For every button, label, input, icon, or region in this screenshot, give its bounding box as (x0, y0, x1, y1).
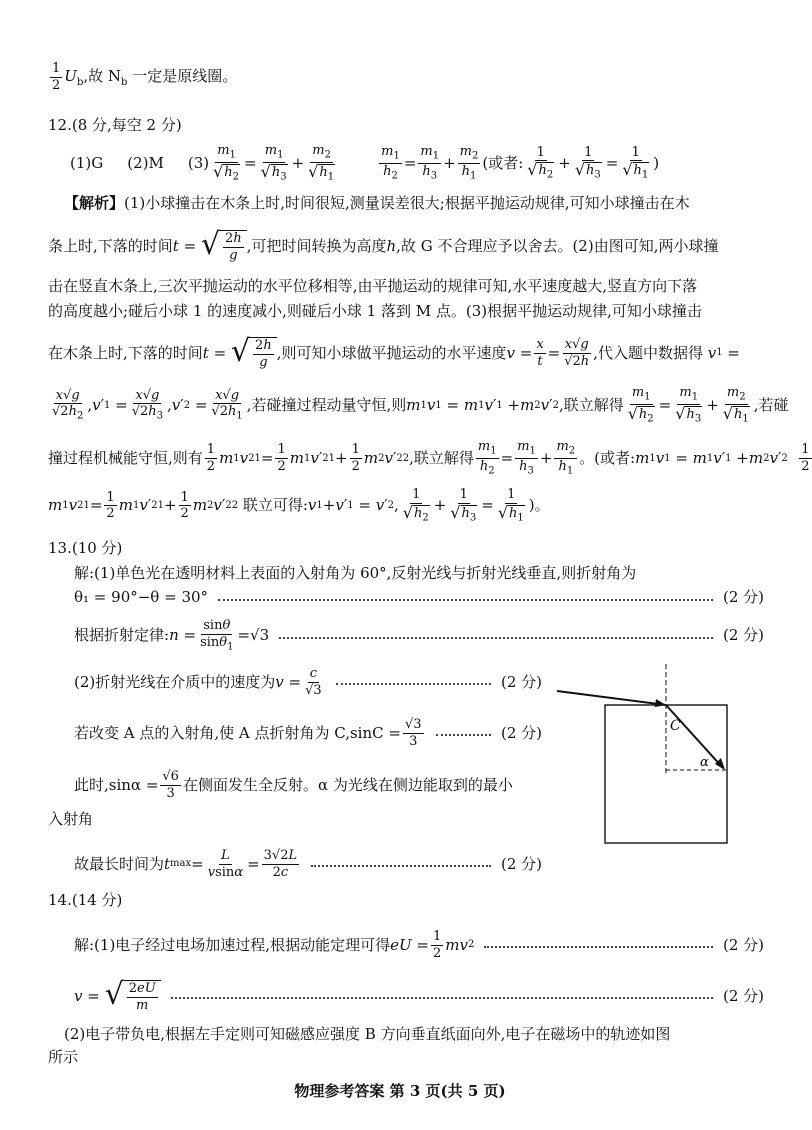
q12-analysis-line-7: 撞过程机械能守恒,则有 1 2 m 1 v 2 1 = 1 2 m 1 v ′ 2 1 + 1 2 m 2 v ′ 2 2 ,联立解得 $m_1$ $h_2$ = $m_1$ $h_3$ + $m_2$ $h_1$ 。(或者: m 1 v 1 = m 1 v ′ 1 + m 2 v ′ 2 1 2 (48, 439, 810, 477)
carry-over-sub: b (121, 77, 128, 89)
q12-p5c: ,代入题中数据得 (593, 343, 703, 362)
score: (2 分) (722, 588, 764, 606)
analysis-label: 【解析】 (64, 194, 125, 212)
q12-p1: (1)小球撞击在木条上时,时间很短,测量误差很大;根据平抛运动规律,可知小球撞击在木 (124, 194, 690, 212)
q14-line-3: (2)电子带负电,根据左手定则可知磁感应强度 B 方向垂直纸面向外,电子在磁场中的轨迹如图 (64, 1025, 671, 1043)
q14-line-1: 解:(1)电子经过电场加速过程,根据动能定理可得 eU = 1 2 mv 2 (2 分) (74, 929, 764, 961)
q12-analysis-line-4: 的高度越小;碰后小球 1 的速度减小,则碰后小球 1 落到 M 点。(3)根据平抛运动规律,可知小球撞击 (48, 302, 702, 320)
q12-p7a: 撞过程机械能守恒,则有 (48, 449, 203, 468)
q13-l6a: 此时,sinα = (74, 775, 159, 794)
q13-l5a: 若改变 A 点的入射角,使 A 点折射角为 C,sinC = (74, 723, 401, 742)
dotted-leader (311, 865, 491, 867)
q12-answer-1: (1)G (70, 154, 104, 173)
q12-answers: (1)G (2)M (3) $m_1$ √ $h_2$ = $m_1$ √ $h_3$ + $m_2$ √ $h_1$ $m_1$ $h_2$ = $m_1$ $h_3$ + $m_2$ $h_1$ (或者: 1 √ $h_2$ + 1 √ $h_3$ = 1 √ $h_1$ ) (70, 143, 660, 183)
page-footer: 物理参考答案 第 3 页(共 5 页) (294, 1082, 506, 1100)
refracted-ray (666, 705, 723, 768)
dotted-leader (436, 734, 491, 736)
q13-line-6: 此时,sinα = $\frac{√6}{3}$ 在侧面发生全反射。α 为光线在侧边能取到的最小 (74, 769, 513, 801)
q13-line-2 (74, 590, 764, 605)
score: (2 分) (500, 854, 542, 873)
carry-over-line: $\frac{1}{2}$ $U_b$,故 $N_b$ 一定是原线圈。 (52, 61, 238, 93)
q13-l3: 根据折射定律: (74, 626, 170, 645)
q13-l2: θ₁ = 90°−θ = 30° (74, 588, 209, 606)
dotted-leader (336, 683, 491, 685)
q12-p8b: )。 (528, 496, 550, 515)
q12-p6b: ,联立解得 (558, 396, 624, 415)
q14-heading: 14.(14 分) (48, 891, 123, 909)
carry-over-text: ,故 N (83, 67, 122, 86)
q12-p5a: 在木条上时,下落的时间 (48, 343, 203, 362)
q13-l6b: 在侧面发生全反射。α 为光线在侧边能取到的最小 (182, 775, 513, 794)
q12-heading: 12.(8 分,每空 2 分) (48, 116, 182, 134)
q13-line-5: 若改变 A 点的入射角,使 A 点折射角为 C,sinC = $\frac{√3}{3}$ (2 分) (74, 717, 542, 749)
incident-ray (557, 691, 666, 705)
q14-line-2: v = √ $\frac{2eU}{m}$ (2 分) (74, 977, 764, 1013)
score: (2 分) (722, 935, 764, 954)
q14-line-4: 所示 (48, 1048, 79, 1066)
dotted-leader (218, 599, 713, 601)
q12-answer-2: (2)M (127, 154, 164, 173)
medium-block (605, 705, 727, 843)
q13-l8: 故最长时间为 (74, 854, 165, 873)
q13-line-8: 故最长时间为 t max = L vsinα = 3√2L 2c (2 分) (74, 848, 542, 880)
carry-over-end: 一定是原线圈。 (127, 67, 238, 86)
q12-analysis-line-6: x√g $√2h_2$ , v ′ 1 = x√g $√2h_3$ , v ′ 2 = x√g $√2h_1$ ,若碰撞过程动量守恒,则 m 1 v 1 = m 1 v ′ 1 + m 2 v ′ 2 ,联立解得 $m_1$ √ $h_2$ = $m_1$ √ $h_3$ + $m_2$ √ $h_1$ ,若碰 (52, 385, 789, 425)
incident-arrowhead (655, 699, 666, 707)
score: (2 分) (500, 723, 542, 742)
dotted-leader (279, 637, 713, 639)
q12-p2a: 条上时,下落的时间 (48, 236, 173, 255)
q12-analysis-line-8: m 1 v 2 1 = 1 2 m 1 v ′ 2 1 + 1 2 m 2 v ′ 2 2 联立可得: v 1 + v ′ 1 = v ′ 2 , 1 √ $h_2$ + 1 √ $h_3$ = 1 √ $h_1$ )。 (48, 487, 550, 524)
q12-analysis-line-1 (64, 196, 764, 211)
dotted-leader (171, 997, 713, 999)
q13-heading: 13.(10 分) (48, 539, 123, 557)
q12-analysis-line-5: 在木条上时,下落的时间 t = √ $\frac{2h}{g}$ ,则可知小球做平抛运动的水平速度 v = x t = x√g √2h ,代入题中数据得 v 1 = (48, 334, 740, 370)
q12-p5b: ,则可知小球做平抛运动的水平速度 (276, 343, 507, 362)
q12-p6a: ,若碰撞过程动量守恒,则 (246, 396, 407, 415)
q13-line-4: (2)折射光线在介质中的速度为 v = c √3 (2 分) (74, 666, 542, 698)
q12-eq-2: $m_1$ $h_2$ (381, 144, 400, 182)
q12-p7b: ,联立解得 (409, 449, 474, 468)
q12-or-close: ) (653, 154, 660, 173)
score: (2 分) (722, 626, 764, 645)
q13-l4: (2)折射光线在介质中的速度为 (74, 672, 276, 691)
angle-alpha-label: α (700, 755, 709, 770)
score: (2 分) (722, 986, 764, 1005)
dotted-leader (484, 946, 713, 948)
q12-answer-3-label: (3) (187, 154, 210, 173)
q12-eq-1: $m_1$ √ $h_2$ (213, 143, 240, 183)
fraction-half: $\frac{1}{2}$ (52, 61, 61, 93)
refraction-diagram (555, 658, 745, 848)
q12-p6c: ,若碰 (753, 396, 789, 415)
q12-analysis-line-2: 条上时,下落的时间 t = √ $\frac{2h}{g}$ ,可把时间转换为高度 h ,故 G 不合理应予以舍去。(2)由图可知,两小球撞 (48, 227, 719, 263)
q12-p2b: ,可把时间转换为高度 (246, 236, 387, 255)
angle-c-label: C (670, 718, 681, 734)
q14-l1: 解:(1)电子经过电场加速过程,根据动能定理可得 (74, 935, 391, 954)
q12-p2c: ,故 G 不合理应予以舍去。(2)由图可知,两小球撞 (396, 236, 719, 255)
q12-analysis-line-3: 击在竖直木条上,三次平抛运动的水平位移相等,由平抛运动的规律可知,水平速度越大,竖直方向下落 (48, 277, 698, 295)
q13-line-3: 根据折射定律: n = sinθ sinθ$_1$ =√3 (2 分) (74, 618, 764, 653)
q12-p7c: 。(或者: (579, 449, 636, 468)
q13-line-1: 解:(1)单色光在透明材料上表面的入射角为 60°,反射光线与折射光线垂直,则折射角为 (74, 564, 637, 582)
q12-or-open: (或者: (482, 154, 524, 173)
q13-line-7: 入射角 (48, 810, 94, 828)
q12-p8a: 联立可得: (242, 496, 308, 515)
score: (2 分) (500, 672, 542, 691)
